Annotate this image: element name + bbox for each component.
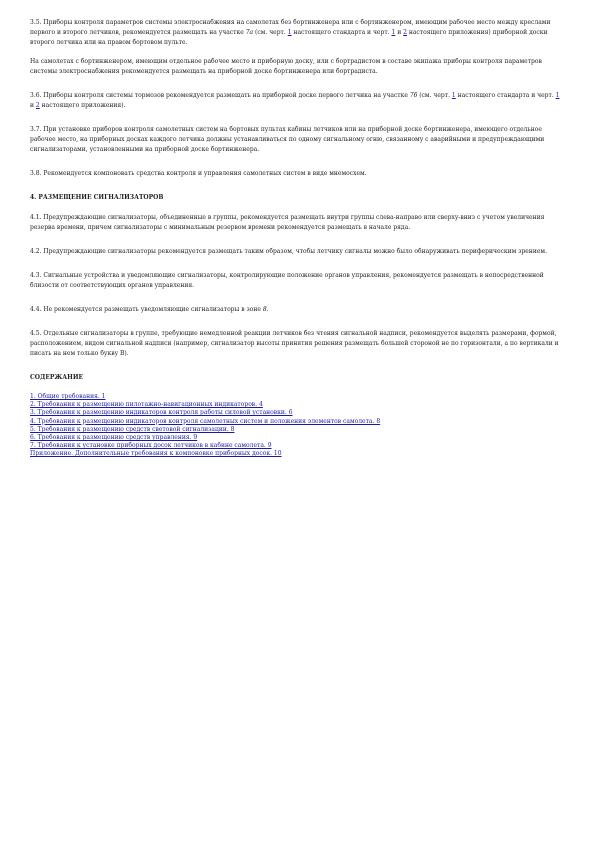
link-drawing-1-appendix[interactable]: 1 (555, 92, 560, 99)
contents-link-1[interactable]: 1. Общие требования. 1 (30, 393, 106, 400)
paragraph-4-3: 4.3. Сигнальные устройства и уведомляющие сигнализаторы, контролирующие положение органов управления, рекомендуется размещать в непосредственной близости от соответствующих органов управления. (30, 272, 544, 289)
zone-label: 8 (262, 306, 267, 313)
link-drawing-2-appendix[interactable]: 2 (403, 29, 407, 36)
contents-item (30, 442, 565, 450)
contents-link-appendix[interactable]: Приложение. Дополнительные требования к компоновке приборных досок. 10 (30, 450, 282, 458)
zone-label: 7а (245, 29, 254, 36)
paragraph-3-5: 3.5. Приборы контроля параметров системы электроснабжения на самолетах без бортинженера или с бортинженером, имеющим рабочее место между креслами первого и второго летчиков, рекомендуется размещать на участке 7а (см. черт. 1 настоящего стандарта и черт. 1 и 2 настоящего приложения) приборной доски второго летчика или на правом бортовом пульте. (30, 19, 551, 46)
contents-link-7[interactable]: 7. Требования к установке приборных досок летчиков в кабине самолета. 9 (30, 442, 272, 450)
paragraph-3-8: 3.8. Рекомендуется компоновать средства контроля и управления самолетных систем в виде мнемосхем. (30, 170, 367, 177)
paragraph-3-5-continued: На самолетах с бортинженером, имеющим отдельное рабочее место и приборную доску, или с бортрадистом в составе экипажа приборы контроля параметров системы электроснабжения рекомендуется размещать на приборной доске бортинженера или бортрадиста. (30, 58, 542, 75)
paragraph-4-1: 4.1. Предупреждающие сигнализаторы, объединенные в группы, рекомендуется размещать внутри группы слева-направо или сверху-вниз с учетом увеличения резерва времени, причем сигнализаторы с минимальным резервом времени рекомендуется размещать в начале ряда. (30, 214, 545, 231)
contents-link-2[interactable]: 2. Требования к размещению пилотажно-навигационных индикаторов. 4 (30, 401, 263, 409)
paragraph-3-6: 3.6. Приборы контроля системы тормозов рекомендуется размещать на приборной доске первого летчика на участке 7б (см. черт. 1 настоящего стандарта и черт. 1 и 2 настоящего приложения). (30, 92, 560, 109)
contents-item (30, 393, 565, 401)
link-drawing-1-appendix[interactable]: 1 (391, 29, 396, 36)
section-4-heading: 4. РАЗМЕЩЕНИЕ СИГНАЛИЗАТОРОВ (30, 194, 164, 201)
paragraph-3-7: 3.7. При установке приборов контроля самолетных систем на бортовых пультах кабины летчиков или на приборной доске бортинженера, имеющего отдельное рабочее место, на приборных досках каждого летчика должны устанавливаться по одному сигнальному огню, связанному с аварийными и предупреждающими сигнализаторами, установленными на приборной доске бортинженера. (30, 126, 545, 153)
contents-item (30, 401, 565, 409)
contents-item (30, 418, 565, 426)
contents-item (30, 450, 565, 458)
contents-item (30, 434, 565, 442)
paragraph-4-4: 4.4. Не рекомендуется размещать уведомляющие сигнализаторы в зоне 8. (30, 306, 269, 313)
contents-link-3[interactable]: 3. Требования к размещению индикаторов контроля работы силовой установки. 6 (30, 409, 293, 417)
link-drawing-2-appendix[interactable]: 2 (35, 102, 40, 109)
contents-list (30, 393, 565, 459)
contents-link-6[interactable]: 6. Требования к размещению средств управления. 9 (30, 434, 198, 442)
link-drawing-1[interactable]: 1 (287, 29, 292, 36)
contents-link-5[interactable]: 5. Требования к размещению средств световой сигнализации. 8 (30, 425, 235, 433)
zone-label: 7б (409, 92, 418, 99)
contents-item (30, 426, 565, 434)
paragraph-4-2: 4.2. Предупреждающие сигнализаторы рекомендуется размещать таким образом, чтобы летчику сигналы можно было обнаруживать периферическим зрением. (30, 248, 547, 255)
paragraph-4-5: 4.5. Отдельные сигнализаторы в группе, требующие немедленной реакции летчиков без чтения сигнальной надписи, рекомендуется выделять размерами, формой, расположением, видом сигнальной надписи (например, сигнализатор высоты принятия решения размещать большей стороной не по горизонтали, а по вертикали и писать на нем только букву В). (30, 330, 559, 357)
contents-link-4[interactable]: 4. Требования к размещению индикаторов контроля самолетных систем и положения элементов самолета. 8 (30, 417, 381, 425)
link-drawing-1[interactable]: 1 (451, 92, 456, 99)
contents-item (30, 409, 565, 417)
contents-heading: СОДЕРЖАНИЕ (30, 374, 84, 381)
